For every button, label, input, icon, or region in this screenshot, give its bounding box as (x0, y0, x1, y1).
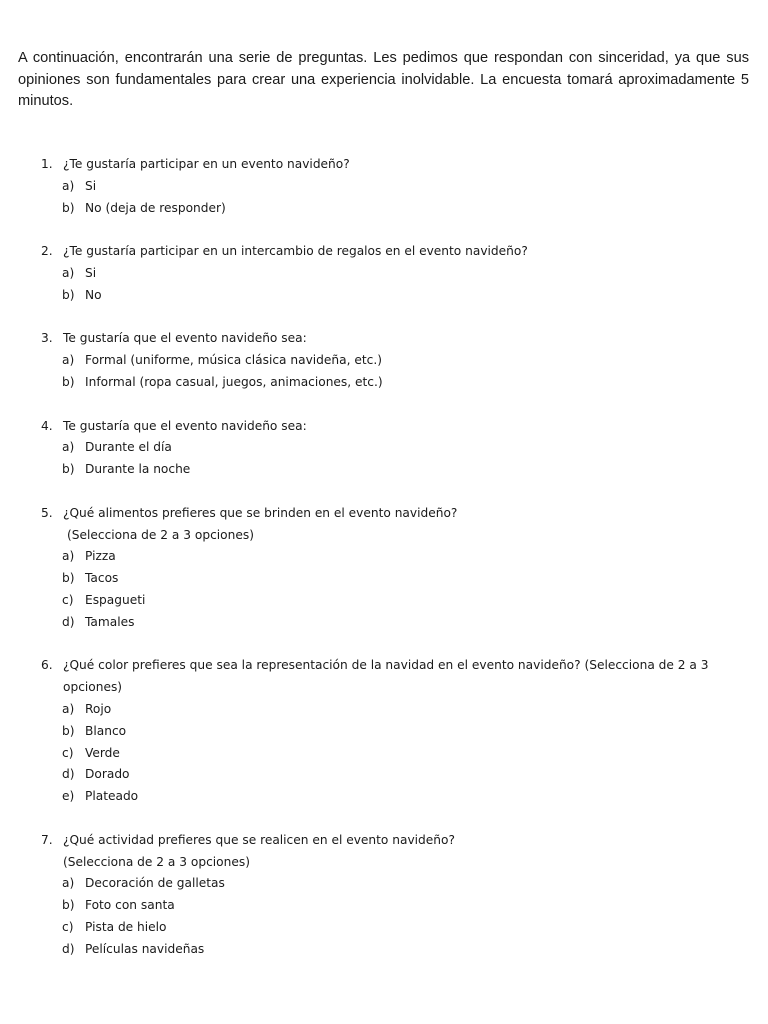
option-label: Decoración de galletas (85, 876, 225, 891)
question-1 (0, 154, 768, 219)
option-letter: c) (62, 745, 74, 760)
option-label: Rojo (85, 701, 112, 716)
question-number: 2. (41, 244, 53, 259)
option-item (0, 285, 768, 307)
question-text: Te gustaría que el evento navideño sea: (63, 418, 307, 433)
option-item (0, 743, 768, 765)
option-item (0, 350, 768, 372)
question-number: 6. (41, 658, 53, 673)
question-text: Te gustaría que el evento navideño sea: (63, 331, 307, 346)
option-item (0, 459, 768, 481)
option-item (0, 437, 768, 459)
option-letter: b) (62, 571, 75, 586)
question-number: 5. (41, 505, 53, 520)
question-list (0, 154, 768, 982)
option-item (0, 372, 768, 394)
option-item (0, 198, 768, 220)
option-label: Tamales (85, 614, 135, 629)
question-number: 4. (41, 418, 53, 433)
question-note: opciones) (63, 680, 123, 695)
option-item (0, 939, 768, 961)
question-note: (Selecciona de 2 a 3 opciones) (67, 527, 254, 542)
option-letter: d) (62, 767, 75, 782)
option-label: Tacos (85, 571, 119, 586)
question-5 (0, 503, 768, 634)
option-letter: a) (62, 353, 75, 368)
option-label: No (85, 287, 102, 302)
option-letter: b) (62, 898, 75, 913)
option-label: Foto con santa (85, 898, 175, 913)
option-item (0, 873, 768, 895)
question-number: 1. (41, 157, 53, 171)
option-letter: b) (62, 374, 75, 389)
option-letter: a) (62, 876, 75, 891)
option-letter: b) (62, 723, 75, 738)
option-item (0, 699, 768, 721)
option-label: Espagueti (85, 592, 146, 607)
option-label: Plateado (85, 789, 139, 804)
question-7 (0, 830, 768, 961)
option-item (0, 917, 768, 939)
option-letter: c) (62, 592, 74, 607)
option-label: Dorado (85, 767, 130, 782)
option-label: Durante el día (85, 440, 172, 455)
question-text: ¿Te gustaría participar en un evento navideño? (63, 157, 350, 171)
option-item (0, 546, 768, 568)
option-label: Si (85, 265, 97, 280)
question-text: ¿Qué actividad prefieres que se realicen en el evento navideño? (63, 832, 455, 847)
option-item (0, 263, 768, 285)
option-item (0, 721, 768, 743)
question-note: (Selecciona de 2 a 3 opciones) (63, 854, 250, 869)
question-text: ¿Qué color prefieres que sea la representación de la navidad en el evento navideño? (Selecciona de 2 a 3 (63, 658, 709, 673)
option-item (0, 786, 768, 808)
question-number: 3. (41, 331, 53, 346)
option-label: Pista de hielo (85, 919, 167, 934)
option-letter: c) (62, 919, 74, 934)
question-6 (0, 655, 768, 808)
question-number: 7. (41, 832, 53, 847)
option-letter: d) (62, 941, 75, 956)
option-label: Formal (uniforme, música clásica navideña, etc.) (85, 353, 382, 368)
question-text: ¿Te gustaría participar en un intercambio de regalos en el evento navideño? (63, 244, 528, 259)
option-letter: b) (62, 462, 75, 477)
option-item (0, 764, 768, 786)
option-letter: a) (62, 178, 75, 193)
option-letter: a) (62, 265, 75, 280)
option-item (0, 895, 768, 917)
question-text: ¿Qué alimentos prefieres que se brinden en el evento navideño? (63, 505, 458, 520)
option-label: Pizza (85, 549, 116, 564)
option-label: No (deja de responder) (85, 200, 226, 215)
option-letter: a) (62, 701, 75, 716)
option-item (0, 612, 768, 634)
question-3 (0, 328, 768, 393)
option-label: Verde (85, 745, 120, 760)
option-item (0, 176, 768, 198)
option-label: Informal (ropa casual, juegos, animaciones, etc.) (85, 374, 383, 389)
option-item (0, 590, 768, 612)
option-letter: b) (62, 200, 75, 215)
question-2 (0, 241, 768, 306)
option-letter: e) (62, 789, 75, 804)
question-4 (0, 416, 768, 481)
intro-paragraph: A continuación, encontrarán una serie de preguntas. Les pedimos que respondan con sinceridad, ya que sus opiniones son fundamentales para crear una experiencia inolvidable. La encuesta tomará aproximadamente 5 minutos. (18, 50, 749, 109)
option-label: Si (85, 178, 97, 193)
option-letter: a) (62, 440, 75, 455)
option-letter: a) (62, 549, 75, 564)
option-label: Blanco (85, 723, 127, 738)
option-label: Películas navideñas (85, 941, 205, 956)
option-label: Durante la noche (85, 462, 191, 477)
option-letter: b) (62, 287, 75, 302)
option-letter: d) (62, 614, 75, 629)
option-item (0, 568, 768, 590)
